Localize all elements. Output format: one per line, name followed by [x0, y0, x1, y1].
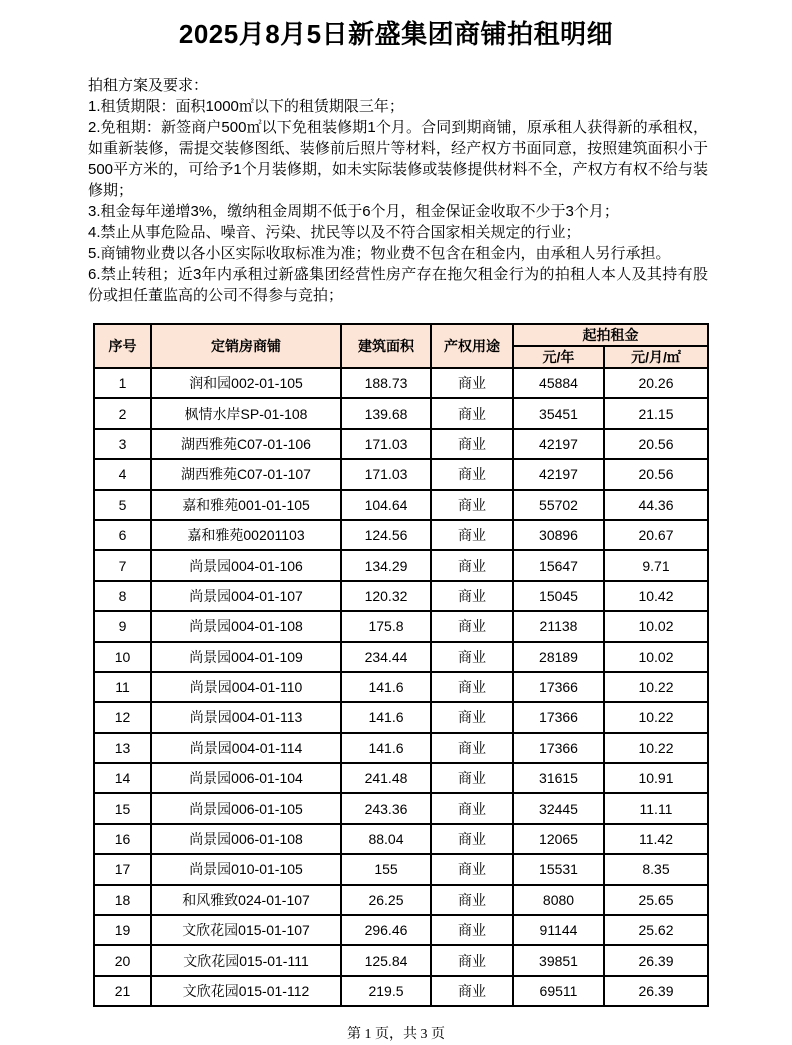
cell-use: 商业	[431, 642, 513, 672]
cell-shop: 和风雅致024-01-107	[151, 885, 341, 915]
cell-area: 141.6	[341, 733, 431, 763]
cell-rent-year: 42197	[513, 429, 604, 459]
cell-rent-month-sqm: 10.42	[604, 581, 708, 611]
cell-no: 16	[94, 824, 151, 854]
cell-no: 15	[94, 793, 151, 823]
cell-rent-month-sqm: 25.62	[604, 915, 708, 945]
cell-shop: 尚景园004-01-114	[151, 733, 341, 763]
cell-shop: 文欣花园015-01-107	[151, 915, 341, 945]
cell-rent-year: 12065	[513, 824, 604, 854]
cell-shop: 文欣花园015-01-112	[151, 976, 341, 1006]
cell-rent-month-sqm: 25.65	[604, 885, 708, 915]
cell-use: 商业	[431, 885, 513, 915]
cell-use: 商业	[431, 550, 513, 580]
col-header-shop: 定销房商铺	[151, 324, 341, 368]
table-row	[94, 854, 708, 884]
cell-area: 141.6	[341, 702, 431, 732]
cell-shop: 嘉和雅苑00201103	[151, 520, 341, 550]
cell-rent-year: 30896	[513, 520, 604, 550]
cell-rent-month-sqm: 9.71	[604, 550, 708, 580]
cell-rent-year: 42197	[513, 459, 604, 489]
col-header-area: 建筑面积	[341, 324, 431, 368]
cell-area: 171.03	[341, 459, 431, 489]
cell-no: 1	[94, 368, 151, 398]
cell-area: 141.6	[341, 672, 431, 702]
cell-no: 8	[94, 581, 151, 611]
cell-rent-year: 17366	[513, 733, 604, 763]
table-row	[94, 490, 708, 520]
requirement-item-3: 3.租金每年递增3%，缴纳租金周期不低于6个月，租金保证金收取不少于3个月；	[88, 203, 619, 220]
table-row	[94, 915, 708, 945]
table-row	[94, 672, 708, 702]
col-header-rent-month-sqm: 元/月/㎡	[604, 346, 708, 368]
cell-shop: 尚景园006-01-104	[151, 763, 341, 793]
cell-rent-year: 35451	[513, 398, 604, 428]
table-row	[94, 520, 708, 550]
cell-rent-year: 55702	[513, 490, 604, 520]
cell-area: 104.64	[341, 490, 431, 520]
cell-use: 商业	[431, 520, 513, 550]
cell-rent-year: 17366	[513, 672, 604, 702]
cell-use: 商业	[431, 490, 513, 520]
cell-use: 商业	[431, 915, 513, 945]
cell-rent-month-sqm: 8.35	[604, 854, 708, 884]
cell-rent-year: 15647	[513, 550, 604, 580]
col-header-use: 产权用途	[431, 324, 513, 368]
cell-shop: 枫情水岸SP-01-108	[151, 398, 341, 428]
cell-use: 商业	[431, 459, 513, 489]
cell-rent-month-sqm: 26.39	[604, 945, 708, 975]
cell-area: 188.73	[341, 368, 431, 398]
cell-shop: 嘉和雅苑001-01-105	[151, 490, 341, 520]
cell-use: 商业	[431, 702, 513, 732]
cell-no: 14	[94, 763, 151, 793]
cell-shop: 文欣花园015-01-111	[151, 945, 341, 975]
cell-rent-year: 21138	[513, 611, 604, 641]
cell-use: 商业	[431, 824, 513, 854]
cell-rent-year: 28189	[513, 642, 604, 672]
cell-area: 296.46	[341, 915, 431, 945]
requirement-item-4: 4.禁止从事危险品、噪音、污染、扰民等以及不符合国家相关规定的行业；	[88, 224, 581, 241]
cell-shop: 湖西雅苑C07-01-106	[151, 429, 341, 459]
cell-use: 商业	[431, 611, 513, 641]
cell-use: 商业	[431, 733, 513, 763]
col-header-rent-group: 起拍租金	[513, 324, 708, 346]
cell-shop: 尚景园004-01-113	[151, 702, 341, 732]
col-header-no: 序号	[94, 324, 151, 368]
cell-area: 139.68	[341, 398, 431, 428]
page-title: 2025月8月5日新盛集团商铺拍租明细	[178, 19, 614, 49]
cell-no: 20	[94, 945, 151, 975]
table-row	[94, 793, 708, 823]
cell-area: 124.56	[341, 520, 431, 550]
cell-rent-month-sqm: 26.39	[604, 976, 708, 1006]
rent-table	[93, 323, 709, 1007]
requirements-heading: 拍租方案及要求：	[88, 77, 209, 94]
cell-area: 243.36	[341, 793, 431, 823]
table-row	[94, 581, 708, 611]
cell-rent-month-sqm: 10.22	[604, 702, 708, 732]
cell-rent-month-sqm: 20.26	[604, 368, 708, 398]
cell-rent-year: 15045	[513, 581, 604, 611]
page-number-footer: 第 1 页，共 3 页	[347, 1027, 445, 1043]
cell-rent-month-sqm: 10.02	[604, 642, 708, 672]
requirement-item-5: 5.商铺物业费以各小区实际收取标准为准；物业费不包含在租金内，由承租人另行承担。	[88, 245, 671, 262]
cell-use: 商业	[431, 581, 513, 611]
cell-rent-month-sqm: 11.42	[604, 824, 708, 854]
cell-rent-year: 45884	[513, 368, 604, 398]
cell-rent-year: 32445	[513, 793, 604, 823]
cell-use: 商业	[431, 945, 513, 975]
cell-rent-month-sqm: 10.22	[604, 672, 708, 702]
cell-rent-month-sqm: 10.22	[604, 733, 708, 763]
cell-rent-month-sqm: 10.02	[604, 611, 708, 641]
cell-use: 商业	[431, 672, 513, 702]
table-row	[94, 976, 708, 1006]
table-row	[94, 824, 708, 854]
cell-shop: 尚景园006-01-108	[151, 824, 341, 854]
cell-area: 125.84	[341, 945, 431, 975]
table-row	[94, 429, 708, 459]
cell-no: 13	[94, 733, 151, 763]
cell-rent-month-sqm: 10.91	[604, 763, 708, 793]
cell-no: 4	[94, 459, 151, 489]
cell-no: 6	[94, 520, 151, 550]
cell-use: 商业	[431, 368, 513, 398]
cell-shop: 尚景园004-01-110	[151, 672, 341, 702]
table-row	[94, 398, 708, 428]
cell-rent-year: 17366	[513, 702, 604, 732]
cell-area: 88.04	[341, 824, 431, 854]
cell-area: 175.8	[341, 611, 431, 641]
table-row	[94, 550, 708, 580]
cell-no: 18	[94, 885, 151, 915]
cell-no: 19	[94, 915, 151, 945]
col-header-rent-year: 元/年	[513, 346, 604, 368]
cell-area: 26.25	[341, 885, 431, 915]
requirement-item-1: 1.租赁期限：面积1000㎡以下的租赁期限三年；	[88, 98, 404, 115]
cell-no: 7	[94, 550, 151, 580]
cell-no: 2	[94, 398, 151, 428]
cell-no: 9	[94, 611, 151, 641]
table-row	[94, 368, 708, 398]
table-row	[94, 642, 708, 672]
rent-table-body	[94, 368, 708, 1006]
cell-rent-year: 69511	[513, 976, 604, 1006]
cell-area: 241.48	[341, 763, 431, 793]
cell-shop: 尚景园006-01-105	[151, 793, 341, 823]
cell-shop: 尚景园010-01-105	[151, 854, 341, 884]
cell-no: 10	[94, 642, 151, 672]
table-row	[94, 459, 708, 489]
cell-no: 21	[94, 976, 151, 1006]
cell-rent-year: 91144	[513, 915, 604, 945]
cell-use: 商业	[431, 429, 513, 459]
cell-use: 商业	[431, 398, 513, 428]
cell-rent-month-sqm: 20.56	[604, 459, 708, 489]
cell-area: 234.44	[341, 642, 431, 672]
cell-rent-year: 15531	[513, 854, 604, 884]
cell-shop: 湖西雅苑C07-01-107	[151, 459, 341, 489]
table-row	[94, 702, 708, 732]
table-row	[94, 733, 708, 763]
cell-area: 219.5	[341, 976, 431, 1006]
table-row	[94, 885, 708, 915]
cell-shop: 尚景园004-01-107	[151, 581, 341, 611]
cell-use: 商业	[431, 976, 513, 1006]
cell-shop: 尚景园004-01-108	[151, 611, 341, 641]
cell-use: 商业	[431, 763, 513, 793]
cell-area: 171.03	[341, 429, 431, 459]
cell-use: 商业	[431, 854, 513, 884]
table-row	[94, 611, 708, 641]
cell-no: 3	[94, 429, 151, 459]
cell-no: 17	[94, 854, 151, 884]
cell-area: 134.29	[341, 550, 431, 580]
table-row	[94, 945, 708, 975]
cell-shop: 尚景园004-01-106	[151, 550, 341, 580]
cell-rent-month-sqm: 44.36	[604, 490, 708, 520]
cell-rent-month-sqm: 20.56	[604, 429, 708, 459]
cell-rent-month-sqm: 21.15	[604, 398, 708, 428]
rent-table-header	[94, 324, 708, 368]
cell-rent-year: 8080	[513, 885, 604, 915]
cell-area: 155	[341, 854, 431, 884]
cell-rent-month-sqm: 20.67	[604, 520, 708, 550]
cell-rent-year: 31615	[513, 763, 604, 793]
cell-rent-year: 39851	[513, 945, 604, 975]
requirement-item-6: 6.禁止转租；近3年内承租过新盛集团经营性房产存在拖欠租金行为的拍租人本人及其持有股份或担任董监高的公司不得参与竞拍；	[88, 266, 708, 304]
auction-requirements	[88, 75, 708, 306]
requirement-item-2: 2.免租期：新签商户500㎡以下免租装修期1个月。合同到期商铺，原承租人获得新的承租权，如重新装修，需提交装修图纸、装修前后照片等材料，经产权方书面同意，按照建筑面积小于500平方米的，可给予1个月装修期，如未实际装修或装修提供材料不全，产权方有权不给与装修期；	[88, 119, 708, 199]
cell-shop: 尚景园004-01-109	[151, 642, 341, 672]
cell-use: 商业	[431, 793, 513, 823]
cell-shop: 润和园002-01-105	[151, 368, 341, 398]
cell-no: 11	[94, 672, 151, 702]
table-row	[94, 763, 708, 793]
cell-rent-month-sqm: 11.11	[604, 793, 708, 823]
cell-no: 12	[94, 702, 151, 732]
cell-area: 120.32	[341, 581, 431, 611]
cell-no: 5	[94, 490, 151, 520]
